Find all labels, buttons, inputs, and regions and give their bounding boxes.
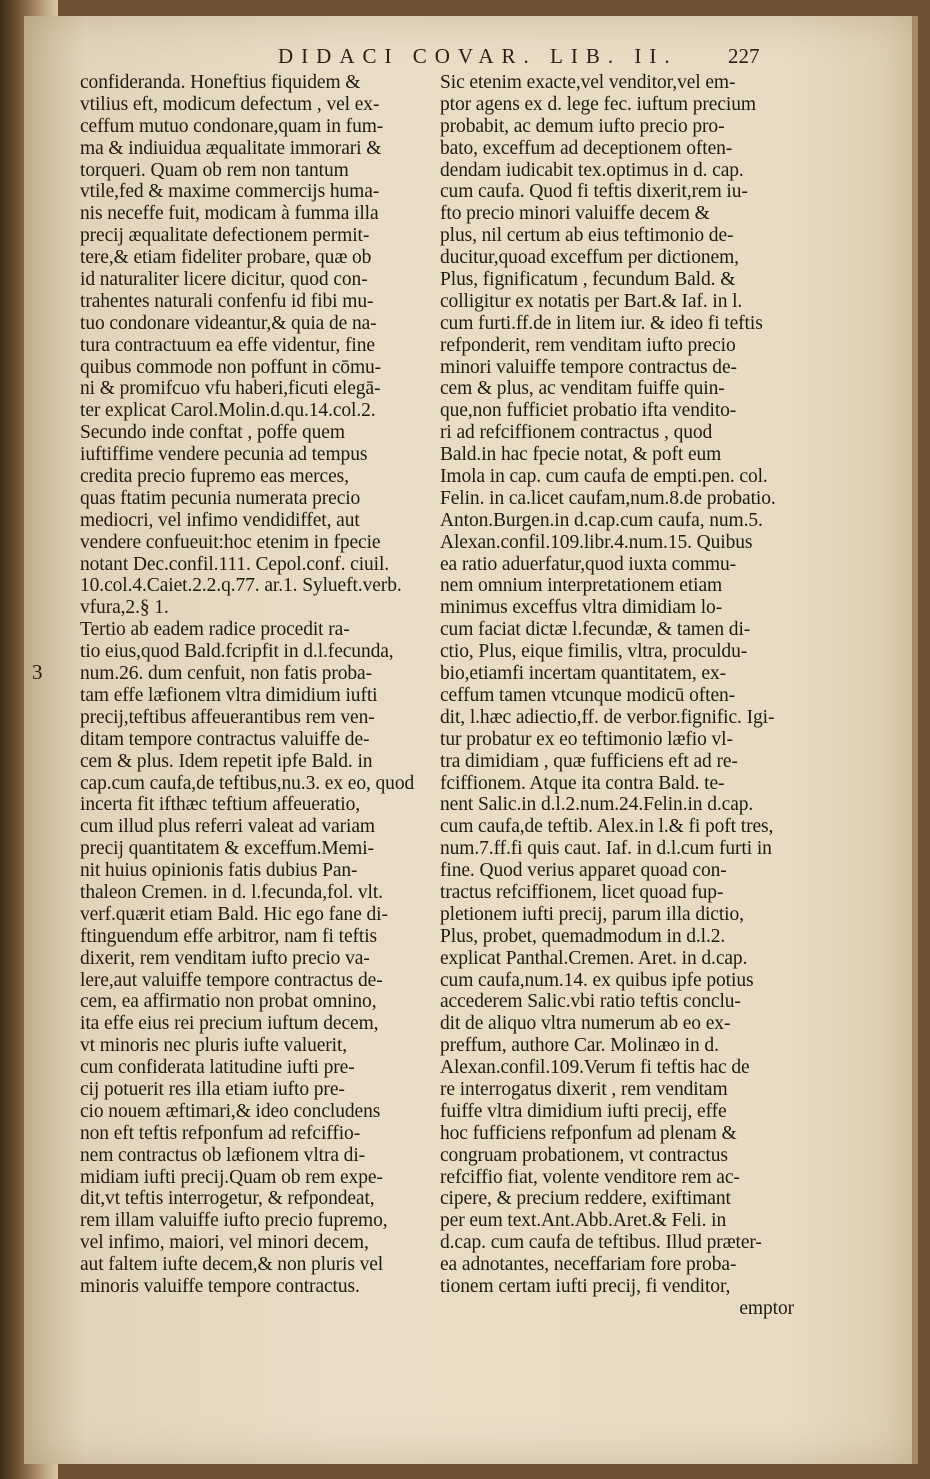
text-line: fciffionem. Atque ita contra Bald. te- [440,772,725,794]
text-line: Plus, probet, quemadmodum in d.l.2. [440,925,726,947]
text-line: Imola in cap. cum caufa de empti.pen. col. [440,466,768,488]
text-line: Felin. in ca.licet caufam,num.8.de probatio. [440,487,776,509]
book-page [24,16,918,1464]
text-line: dixerit, rem venditam iufto precio va- [80,947,370,969]
text-line: cum faciat dictæ l.fecundæ, & tamen di- [440,619,751,641]
text-line: thaleon Cremen. in d. l.fecunda,fol. vlt. [80,881,383,903]
text-line: per eum text.Ant.Abb.Aret.& Feli. in [440,1210,727,1232]
text-line: ptor agens ex d. lege fec. iuftum precium [440,93,756,115]
text-line: vendere confueuit:hoc etenim in fpecie [80,531,381,553]
left-text-column [80,72,422,1298]
text-line: cum confiderata latitudine iufti pre- [80,1057,355,1079]
text-line: cem & plus, ac venditam fuiffe quin- [440,378,725,400]
text-line: ter explicat Carol.Molin.d.qu.14.col.2. [80,400,376,422]
text-line: emptor [739,1297,794,1319]
text-line: tur probatur ex eo teftimonio læfio vl- [440,728,733,750]
text-line: tionem certam iufti precij, fi venditor, [440,1275,731,1297]
text-line: quibus commode non poffunt in cōmu- [80,356,382,378]
text-line: congruam probationem, vt contractus [440,1144,728,1166]
text-line: notant Dec.confil.111. Cepol.conf. ciuil. [80,553,390,575]
right-text-column [440,72,794,1320]
text-line: Anton.Burgen.in d.cap.cum caufa, num.5. [440,509,763,531]
text-line: minori valuiffe tempore contractus de- [440,356,737,378]
text-line: vtilius eft, modicum defectum , vel ex- [80,93,380,115]
text-line: ita effe eius rei precium iuftum decem, [80,1013,379,1035]
text-line: tura contractuum ea effe videntur, fine [80,334,375,356]
text-line: minoris valuiffe tempore contractus. [80,1275,360,1297]
text-line: dit,vt teftis interrogetur, & refpondeat, [80,1188,375,1210]
text-line: mediocri, vel infimo vendidiffet, aut [80,509,360,531]
text-line: ceffum mutuo condonare,quam in fum- [80,115,384,137]
text-line: vel infimo, maiori, vel minori decem, [80,1232,369,1254]
text-line: cem & plus. Idem repetit ipfe Bald. in [80,750,373,772]
text-line: cij potuerit res illa etiam iufto pre- [80,1078,345,1100]
text-line: aut faltem iufte decem,& non pluris vel [80,1254,384,1276]
text-line: vtile,fed & maxime commercijs huma- [80,181,380,203]
text-line: nent Salic.in d.l.2.num.24.Felin.in d.cap. [440,794,754,816]
text-line: bato, exceffum ad deceptionem often- [440,137,733,159]
running-head: DIDACI COVAR. LIB. II. [278,44,678,68]
text-line: cum furti.ff.de in litem iur. & ideo fi teftis [440,312,763,334]
text-line: re interrogatus dixerit , rem venditam [440,1078,728,1100]
text-line: d.cap. cum caufa de teftibus. Illud præter- [440,1232,762,1254]
text-line: lere,aut valuiffe tempore contractus de- [80,969,383,991]
text-line: tuo condonare videantur,& quia de na- [80,312,377,334]
text-line: plus, nil certum ab eius teftimonio de- [440,225,734,247]
text-line: bio,etiamfi incertam quantitatem, ex- [440,663,726,685]
text-line: num.7.ff.fi quis caut. Iaf. in d.l.cum furti in [440,838,772,860]
text-line: vt minoris nec pluris iufte valuerit, [80,1035,348,1057]
text-line: cum caufa,num.14. ex quibus ipfe potius [440,969,754,991]
text-line: nem omnium interpretationem etiam [440,575,723,597]
text-line: cio nouem æftimari,& ideo concludens [80,1100,381,1122]
text-line: preffum, authore Car. Molinæo in d. [440,1035,719,1057]
text-line: ri ad refciffionem contractus , quod [440,422,713,444]
text-line: ma & indiuidua æqualitate immorari & [80,137,382,159]
text-line: refponderit, rem venditam iufto precio [440,334,736,356]
text-line: ea ratio aduerfatur,quod iuxta commu- [440,553,737,575]
text-line: Tertio ab eadem radice procedit ra- [80,619,350,641]
text-line: ducitur,quoad exceffum per dictionem, [440,247,739,269]
text-line: torqueri. Quam ob rem non tantum [80,159,349,181]
text-line: refciffio fiat, volente venditore rem ac- [440,1166,740,1188]
text-line: Bald.in hac fpecie notat, & poft eum [440,444,722,466]
text-line: midiam iufti precij.Quam ob rem expe- [80,1166,383,1188]
text-line: verf.quærit etiam Bald. Hic ego fane di- [80,903,388,925]
text-line: ditam tempore contractus valuiffe de- [80,728,370,750]
text-line: 10.col.4.Caiet.2.2.q.77. ar.1. Sylueft.verb. [80,575,402,597]
text-line: confideranda. Honeftius fiquidem & [80,72,361,93]
text-line: ea adnotantes, neceffariam fore proba- [440,1254,737,1276]
text-line: tam effe læfionem vltra dimidium iufti [80,684,378,706]
text-line: fto precio minori valuiffe decem & [440,203,710,225]
text-line: fine. Quod verius apparet quoad con- [440,860,727,882]
text-line: fuiffe vltra dimidium iufti precij, effe [440,1100,727,1122]
text-line: cum illud plus referri valeat ad variam [80,816,375,838]
text-line: tractus refciffionem, licet quoad fup- [440,881,724,903]
text-line: nit huius opinionis fatis dubius Pan- [80,860,358,882]
text-line: probabit, ac demum iufto precio pro- [440,115,725,137]
text-line: minimus exceffus vltra dimidiam lo- [440,597,723,619]
text-line: tere,& etiam fideliter probare, quæ ob [80,247,372,269]
text-line: Secundo inde conftat , poffe quem [80,422,345,444]
text-line: accederem Salic.vbi ratio teftis conclu- [440,991,741,1013]
text-line: cum caufa,de teftib. Alex.in l.& fi poft tres, [440,816,774,838]
text-line: trahentes naturali confenfu id fibi mu- [80,290,374,312]
text-line: dit, l.hæc adiectio,ff. de verbor.fignific. Igi- [440,706,775,728]
margin-section-marker: 3 [32,660,43,684]
text-line: cum caufa. Quod fi teftis dixerit,rem iu- [440,181,748,203]
text-line: explicat Panthal.Cremen. Aret. in d.cap. [440,947,748,969]
text-line: quas ftatim pecunia numerata precio [80,487,361,509]
text-line: tra dimidiam , quæ fufficiens eft ad re- [440,750,738,772]
text-line: nis neceffe fuit, modicam à fumma illa [80,203,379,225]
text-line: num.26. dum cenfuit, non fatis proba- [80,663,372,685]
text-line: ni & promifcuo vfu haberi,ficuti elegā- [80,378,381,400]
text-line: tio eius,quod Bald.fcripfit in d.l.fecunda, [80,641,394,663]
text-line: ceffum tamen vtcunque modicū often- [440,684,736,706]
text-line: cem, ea affirmatio non probat omnino, [80,991,377,1013]
text-line: pletionem iufti precij, parum illa dictio, [440,903,744,925]
text-line: precij quantitatem & exceffum.Memi- [80,838,374,860]
text-line: iuftiffime vendere pecunia ad tempus [80,444,368,466]
text-line: Sic etenim exacte,vel venditor,vel em- [440,72,736,93]
text-line: cipere, & precium reddere, exiftimant [440,1188,731,1210]
text-line: que,non fufficiet probatio ifta vendito- [440,400,737,422]
text-line: incerta fit ifthæc teftium affeueratio, [80,794,360,816]
text-line: Plus, fignificatum , fecundum Bald. & [440,269,736,291]
text-line: hoc fufficiens refponfum ad plenam & [440,1122,737,1144]
text-line: cap.cum caufa,de teftibus,nu.3. ex eo, quod [80,772,415,794]
text-line: colligitur ex notatis per Bart.& Iaf. in l. [440,290,743,312]
text-line: credita precio fupremo eas merces, [80,466,349,488]
text-line: ftinguendum effe arbitror, nam fi teftis [80,925,378,947]
text-line: ctio, Plus, eique fimilis, vltra, proculdu- [440,641,748,663]
text-line: Alexan.confil.109.Verum fi teftis hac de [440,1057,750,1079]
text-line: non eft teftis refponfum ad refciffio- [80,1122,361,1144]
text-line: id naturaliter licere dicitur, quod con- [80,269,368,291]
text-line: vfura,2.§ 1. [80,597,169,619]
text-line: dit de aliquo vltra numerum ab eo ex- [440,1013,731,1035]
text-line: rem illam valuiffe iufto precio fupremo, [80,1210,388,1232]
text-line: nem contractus ob læfionem vltra di- [80,1144,366,1166]
page-header [24,44,912,74]
text-line: precij,teftibus affeuerantibus rem ven- [80,706,375,728]
text-line: dendam iudicabit tex.optimus in d. cap. [440,159,744,181]
page-number: 227 [728,44,760,68]
text-line: precij æqualitate defectionem permit- [80,225,370,247]
text-line: Alexan.confil.109.libr.4.num.15. Quibus [440,531,753,553]
